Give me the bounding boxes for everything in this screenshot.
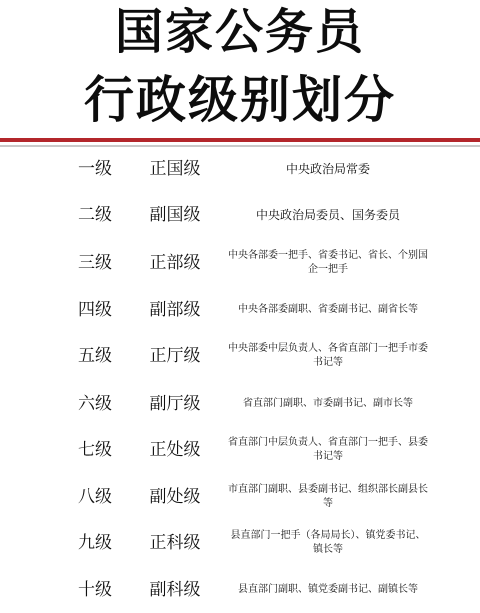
rank-label: 副国级 (149, 205, 201, 225)
rank-row-2 (0, 192, 480, 238)
positions-text: 市直部门副职、县委副书记、组织部长副县长等 (228, 484, 428, 509)
rank-label: 副厅级 (149, 394, 201, 414)
title-line-2: 行政级别划分 (84, 71, 396, 129)
positions-text: 县直部门一把手（各局局长）、镇党委书记、镇长等 (230, 530, 426, 555)
level-label: 三级 (78, 253, 112, 273)
positions-text: 省直部门副职、市委副书记、副市长等 (243, 398, 413, 409)
level-label: 十级 (78, 580, 112, 600)
rank-row-10 (0, 567, 480, 613)
rank-row-1 (0, 146, 480, 192)
rank-label: 正部级 (149, 253, 201, 273)
positions-text: 中央部委中层负责人、各省直部门一把手市委书记等 (228, 343, 428, 368)
level-label: 八级 (78, 487, 112, 507)
level-label: 五级 (78, 346, 112, 366)
level-label: 一级 (78, 159, 112, 179)
title-divider-red (0, 138, 480, 142)
rank-row-8 (0, 474, 480, 520)
rank-row-3 (0, 240, 480, 286)
rank-label: 正厅级 (149, 346, 201, 366)
rank-label: 正国级 (149, 159, 201, 179)
rank-label: 副科级 (149, 580, 201, 600)
rank-row-4 (0, 287, 480, 333)
level-label: 二级 (78, 205, 112, 225)
positions-text: 中央各部委副职、省委副书记、副省长等 (238, 304, 418, 315)
title-line-1: 国家公务员 (114, 4, 365, 60)
rank-label: 副处级 (149, 487, 201, 507)
level-label: 四级 (78, 300, 112, 320)
level-label: 九级 (78, 533, 112, 553)
positions-text: 中央各部委一把手、省委书记、省长、个别国企一把手 (228, 250, 428, 275)
positions-text: 中央政治局委员、国务委员 (255, 208, 400, 222)
rank-row-9 (0, 520, 480, 566)
rank-row-6 (0, 381, 480, 427)
positions-text: 中央政治局常委 (285, 162, 370, 176)
level-label: 六级 (78, 394, 112, 414)
rank-label: 副部级 (149, 300, 201, 320)
positions-text: 县直部门副职、镇党委副书记、副镇长等 (238, 584, 418, 595)
rank-label: 正科级 (149, 533, 201, 553)
positions-text: 省直部门中层负责人、省直部门一把手、县委书记等 (228, 437, 428, 462)
rank-row-5 (0, 333, 480, 379)
rank-label: 正处级 (149, 440, 201, 460)
rank-row-7 (0, 427, 480, 473)
level-label: 七级 (78, 440, 112, 460)
